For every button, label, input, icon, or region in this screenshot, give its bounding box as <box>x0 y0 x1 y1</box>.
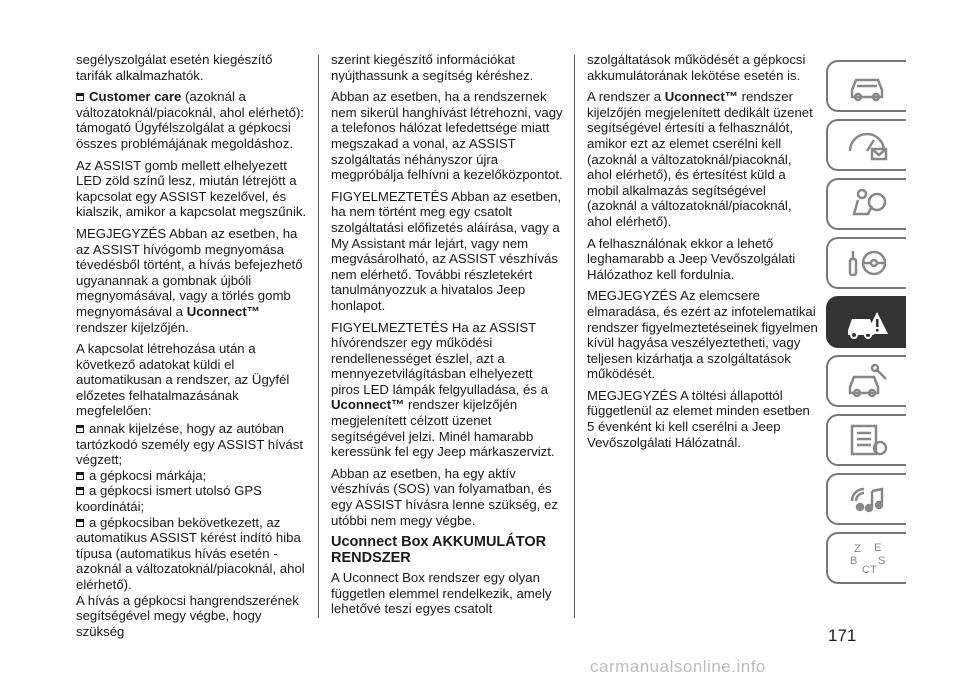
list-item-text: a gépkocsi ismert utolsó GPS koordinátái; <box>76 483 262 515</box>
list-item-text: a gépkocsi márkája; <box>89 467 207 483</box>
column-2 <box>331 52 563 623</box>
paragraph: A hívás a gépkocsi hangrendszerének segítségével megy végbe, hogy szükség <box>76 592 299 639</box>
column-divider <box>318 55 319 618</box>
bullet-icon <box>76 519 84 527</box>
index-letter: S <box>878 555 886 567</box>
steering-key-icon <box>844 245 890 281</box>
paragraph-text: A rendszer a <box>587 89 665 105</box>
column-3 <box>587 52 819 456</box>
list-item <box>76 483 308 514</box>
tab-multimedia[interactable] <box>826 473 906 525</box>
paragraph: szerint kiegészítő információkat nyújthassunk a segítség kéréshez. <box>331 52 534 83</box>
paragraph: Abban az esetben, ha egy aktív vészhívás (SOS) van folyamatban, és egy ASSIST hívásra lenne szükség, ez utóbbi nem megy végbe. <box>331 465 559 528</box>
tab-index[interactable] <box>826 532 906 584</box>
tab-starting-driving[interactable] <box>826 237 906 289</box>
multimedia-icon <box>844 481 890 517</box>
tab-car-overview[interactable] <box>826 60 906 112</box>
paragraph: A kapcsolat létrehozása után a következő adatokat küldi el automatikusan a rendszer, az Ügyfél előzetes felhatalmazásának megfelelően: <box>76 341 290 419</box>
tab-technical-data[interactable] <box>826 414 906 466</box>
tab-dashboard[interactable] <box>826 119 906 171</box>
paragraph-text: MEGJEGYZÉS Abban az esetben, ha az ASSIST hívógomb megnyomása tévedésből történt, a hívás befejezhető ugyanannak a gombnak újbóli megnyomásával, vagy a törlés gomb megnyomásával a <box>76 225 303 319</box>
bullet-icon <box>76 425 84 433</box>
warning-paragraph: FIGYELMEZTETÉS Abban az esetben, ha nem történt meg egy csatolt szolgáltatási előfizetés aláírása, vagy a My Assistant már lejárt, vagy nem megvásárolható, az ASSIST vészhívás nem elérhető. További részletekért tanulmányozzuk a hivatalos Jeep honlapot. <box>331 188 562 313</box>
index-letter: T <box>870 564 877 576</box>
list-item <box>76 515 308 593</box>
paragraph-text: rendszer kijelzőjén megjelenített célzott üzenet segítségével jelzi. Minél hamarabb keressünk fel egy Jeep márkaszervizt. <box>331 397 555 460</box>
paragraph: Abban az esetben, ha a rendszernek nem sikerül hanghívást létrehozni, vagy a telefonos hálózat lefedettsége miatt megszakad a vonal, az ASSIST szolgáltatás néhányszor újra megpróbálja felhívni a kezelőközpontot. <box>331 89 563 183</box>
paragraph <box>587 89 819 229</box>
tab-safety[interactable] <box>826 178 906 230</box>
paragraph-text: (azoknál a változatoknál/piacoknál, ahol elérhető): támogató Ügyfélszolgálat a gépkocsi összes problémájának megoldáshoz. <box>76 89 304 151</box>
index-letters-icon <box>844 540 890 576</box>
bullet-icon <box>76 487 84 495</box>
chapter-tabs <box>826 60 910 591</box>
note-paragraph <box>76 226 308 335</box>
bold-term: Customer care <box>89 89 182 105</box>
paragraph-text: rendszer kijelzőjén. <box>76 319 189 335</box>
note-paragraph: MEGJEGYZÉS Az elemcsere elmaradása, és ezért az infotelematikai rendszer figyelmeztetéseinek figyelmen kívül hagyása veszélyeztetheti, vagy teljesen kizárhatja a szolgáltatások működését. <box>587 288 818 382</box>
dashboard-warning-icon <box>844 127 890 163</box>
specs-list-icon <box>844 422 890 458</box>
bold-term: Uconnect™ <box>186 303 260 319</box>
note-paragraph: MEGJEGYZÉS A töltési állapottól függetlenül az elemet minden esetben 5 évenként ki kell cserélni a Jeep Vevőszolgálati Hálózatnál. <box>587 387 810 450</box>
index-letter: B <box>850 555 858 567</box>
airbag-icon <box>844 186 890 222</box>
page-number: 171 <box>828 626 857 645</box>
index-letter: Z <box>854 543 861 555</box>
paragraph-text: FIGYELMEZTETÉS Ha az ASSIST hívórendszer egy működési rendellenességet észlel, azt a mennyezetvilágításban elhelyezett piros LED lámpák felgyulladása, és a <box>331 319 548 397</box>
column-1 <box>76 52 308 645</box>
list-item <box>76 421 308 468</box>
tab-emergency[interactable] <box>826 296 906 348</box>
paragraph: szolgáltatások működését a gépkocsi akkumulátorának lekötése esetén is. <box>587 52 806 83</box>
column-divider <box>574 55 575 618</box>
watermark: carmanualsonline.info <box>590 657 766 676</box>
list-item-text: a gépkocsiban bekövetkezett, az automatikus ASSIST kérést indító hiba típusa (automatikus hívás esetén - azoknál a változatoknál/piacoknál, ahol elérhető). <box>76 514 305 592</box>
warning-paragraph <box>331 320 563 460</box>
emergency-warning-icon <box>844 304 890 340</box>
tab-maintenance[interactable] <box>826 355 906 407</box>
paragraph-text: rendszer kijelzőjén megjelenített dedikált üzenet segítségével értesíti a felhasználót, amikor ezt az elemet cserélni kell (azoknál a változatoknál/piacoknál, ahol elérhető), és értesítést küld a mobil alkalmazás segítségével (azoknál a változatoknál/piacoknál, ahol elérhető). <box>587 89 813 229</box>
paragraph: A Uconnect Box rendszer egy olyan független elemmel rendelkezik, amely lehetővé teszi egyes csatolt <box>331 570 552 617</box>
car-icon <box>844 68 890 104</box>
section-heading: Uconnect Box AKKUMULÁTOR RENDSZER <box>331 534 547 567</box>
bullet-icon <box>76 472 84 480</box>
paragraph: segélyszolgálat esetén kiegészítő tarifák alkalmazhatók. <box>76 52 273 83</box>
paragraph: A felhasználónak ekkor a lehető leghamarabb a Jeep Vevőszolgálati Hálózathoz kell fordulnia. <box>587 235 796 282</box>
paragraph: Az ASSIST gomb mellett elhelyezett LED zöld színű lesz, miután létrejött a kapcsolat egy ASSIST kezelővel, és kialszik, amikor a kapcsolat megszűnik. <box>76 157 307 220</box>
wrench-car-icon <box>844 363 890 399</box>
index-letter: C <box>862 564 870 576</box>
bold-term: Uconnect™ <box>331 397 405 413</box>
list-item-text: annak kijelzése, hogy az autóban tartózkodó személy egy ASSIST hívást végzett; <box>76 421 303 468</box>
list-item <box>76 468 308 484</box>
bold-term: Uconnect™ <box>664 89 738 105</box>
index-letter: E <box>874 542 882 554</box>
bullet-icon <box>76 93 84 101</box>
paragraph <box>76 89 308 151</box>
